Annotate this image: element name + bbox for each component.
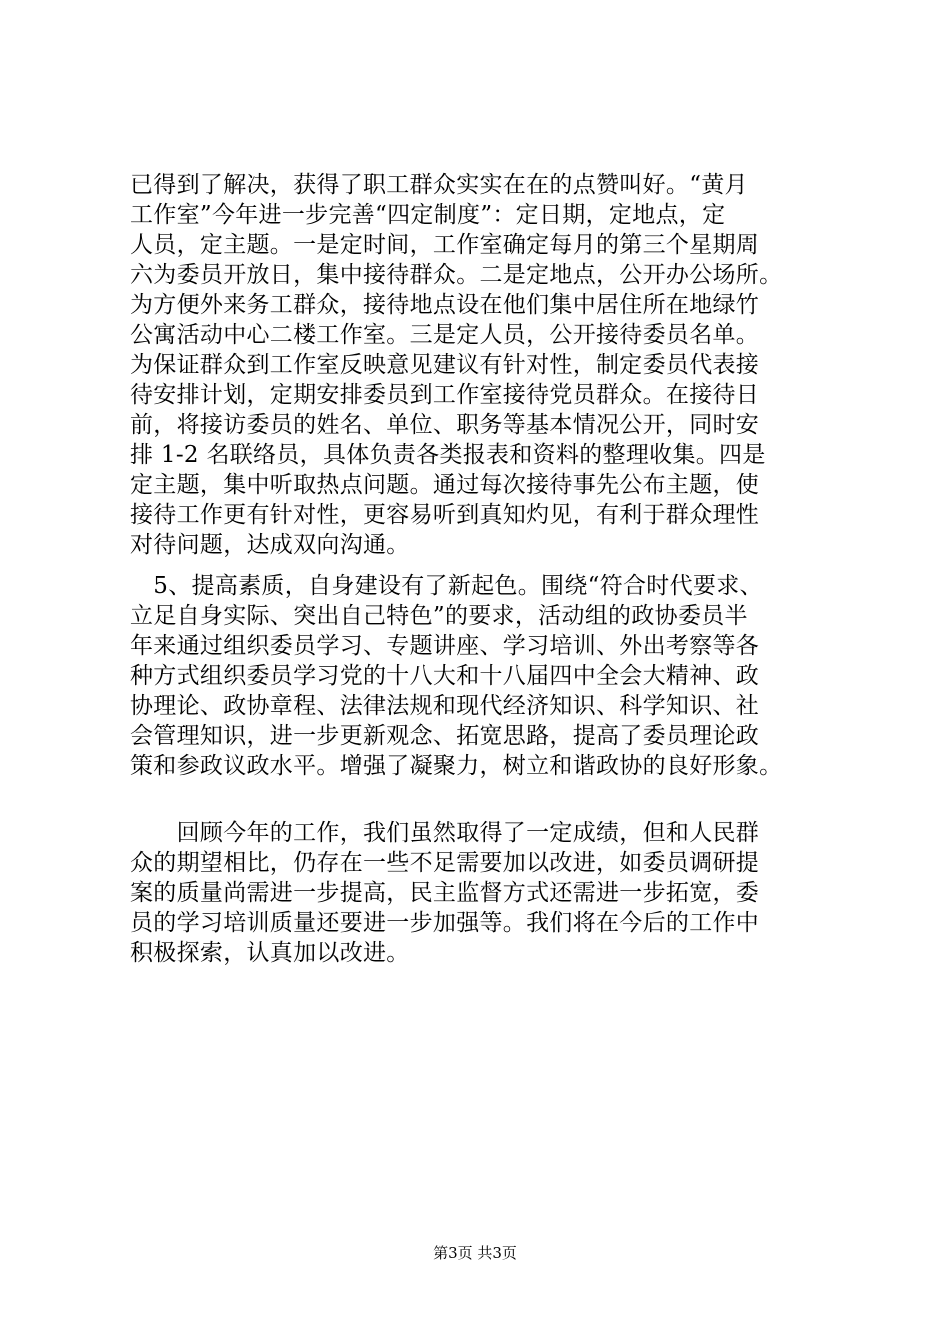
text-line: 协理论、政协章程、法律法规和现代经济知识、科学知识、社 bbox=[130, 693, 760, 719]
text-line: 为保证群众到工作室反映意见建议有针对性，制定委员代表接 bbox=[130, 352, 760, 378]
text-line: 公寓活动中心二楼工作室。三是定人员，公开接待委员名单。 bbox=[130, 322, 760, 348]
text-line: 立足自身实际、突出自己特色”的要求，活动组的政协委员半 bbox=[130, 603, 748, 629]
text-line: 案的质量尚需进一步提高，民主监督方式还需进一步拓宽，委 bbox=[130, 880, 760, 906]
paragraph-3 bbox=[130, 818, 830, 968]
text-line: 六为委员开放日，集中接待群众。二是定地点，公开办公场所。 bbox=[130, 262, 783, 288]
text-line: 5、提高素质，自身建设有了新起色。围绕“符合时代要求、 bbox=[130, 573, 763, 599]
text-line: 待安排计划，定期安排委员到工作室接待党员群众。在接待日 bbox=[130, 382, 760, 408]
text-line: 工作室”今年进一步完善“四定制度”：定日期，定地点，定 bbox=[130, 202, 726, 228]
text-line: 定主题，集中听取热点问题。通过每次接待事先公布主题，使 bbox=[130, 472, 760, 498]
text-line: 人员，定主题。一是定时间，工作室确定每月的第三个星期周 bbox=[130, 232, 760, 258]
text-line: 策和参政议政水平。增强了凝聚力，树立和谐政协的良好形象。 bbox=[130, 753, 783, 779]
text-line: 接待工作更有针对性，更容易听到真知灼见，有利于群众理性 bbox=[130, 502, 760, 528]
text-line: 会管理知识，进一步更新观念、拓宽思路，提高了委员理论政 bbox=[130, 723, 760, 749]
text-line: 员的学习培训质量还要进一步加强等。我们将在今后的工作中 bbox=[130, 910, 760, 936]
text-line: 回顾今年的工作，我们虽然取得了一定成绩，但和人民群 bbox=[130, 820, 760, 846]
text-line: 前，将接访委员的姓名、单位、职务等基本情况公开，同时安 bbox=[130, 412, 760, 438]
text-line: 为方便外来务工群众，接待地点设在他们集中居住所在地绿竹 bbox=[130, 292, 760, 318]
text-line: 种方式组织委员学习党的十八大和十八届四中全会大精神、政 bbox=[130, 663, 760, 689]
page-footer: 第3页 共3页 bbox=[433, 1244, 517, 1262]
text-line: 年来通过组织委员学习、专题讲座、学习培训、外出考察等各 bbox=[130, 633, 760, 659]
text-line: 众的期望相比，仍存在一些不足需要加以改进，如委员调研提 bbox=[130, 850, 760, 876]
text-line: 已得到了解决，获得了职工群众实实在在的点赞叫好。“黄月 bbox=[130, 172, 748, 198]
text-line: 排 1-2 名联络员，具体负责各类报表和资料的整理收集。四是 bbox=[130, 442, 766, 468]
paragraph-2 bbox=[130, 571, 830, 781]
paragraph-1 bbox=[130, 170, 830, 560]
text-line: 积极探索，认真加以改进。 bbox=[130, 940, 410, 966]
text-line: 对待问题，达成双向沟通。 bbox=[130, 532, 410, 558]
